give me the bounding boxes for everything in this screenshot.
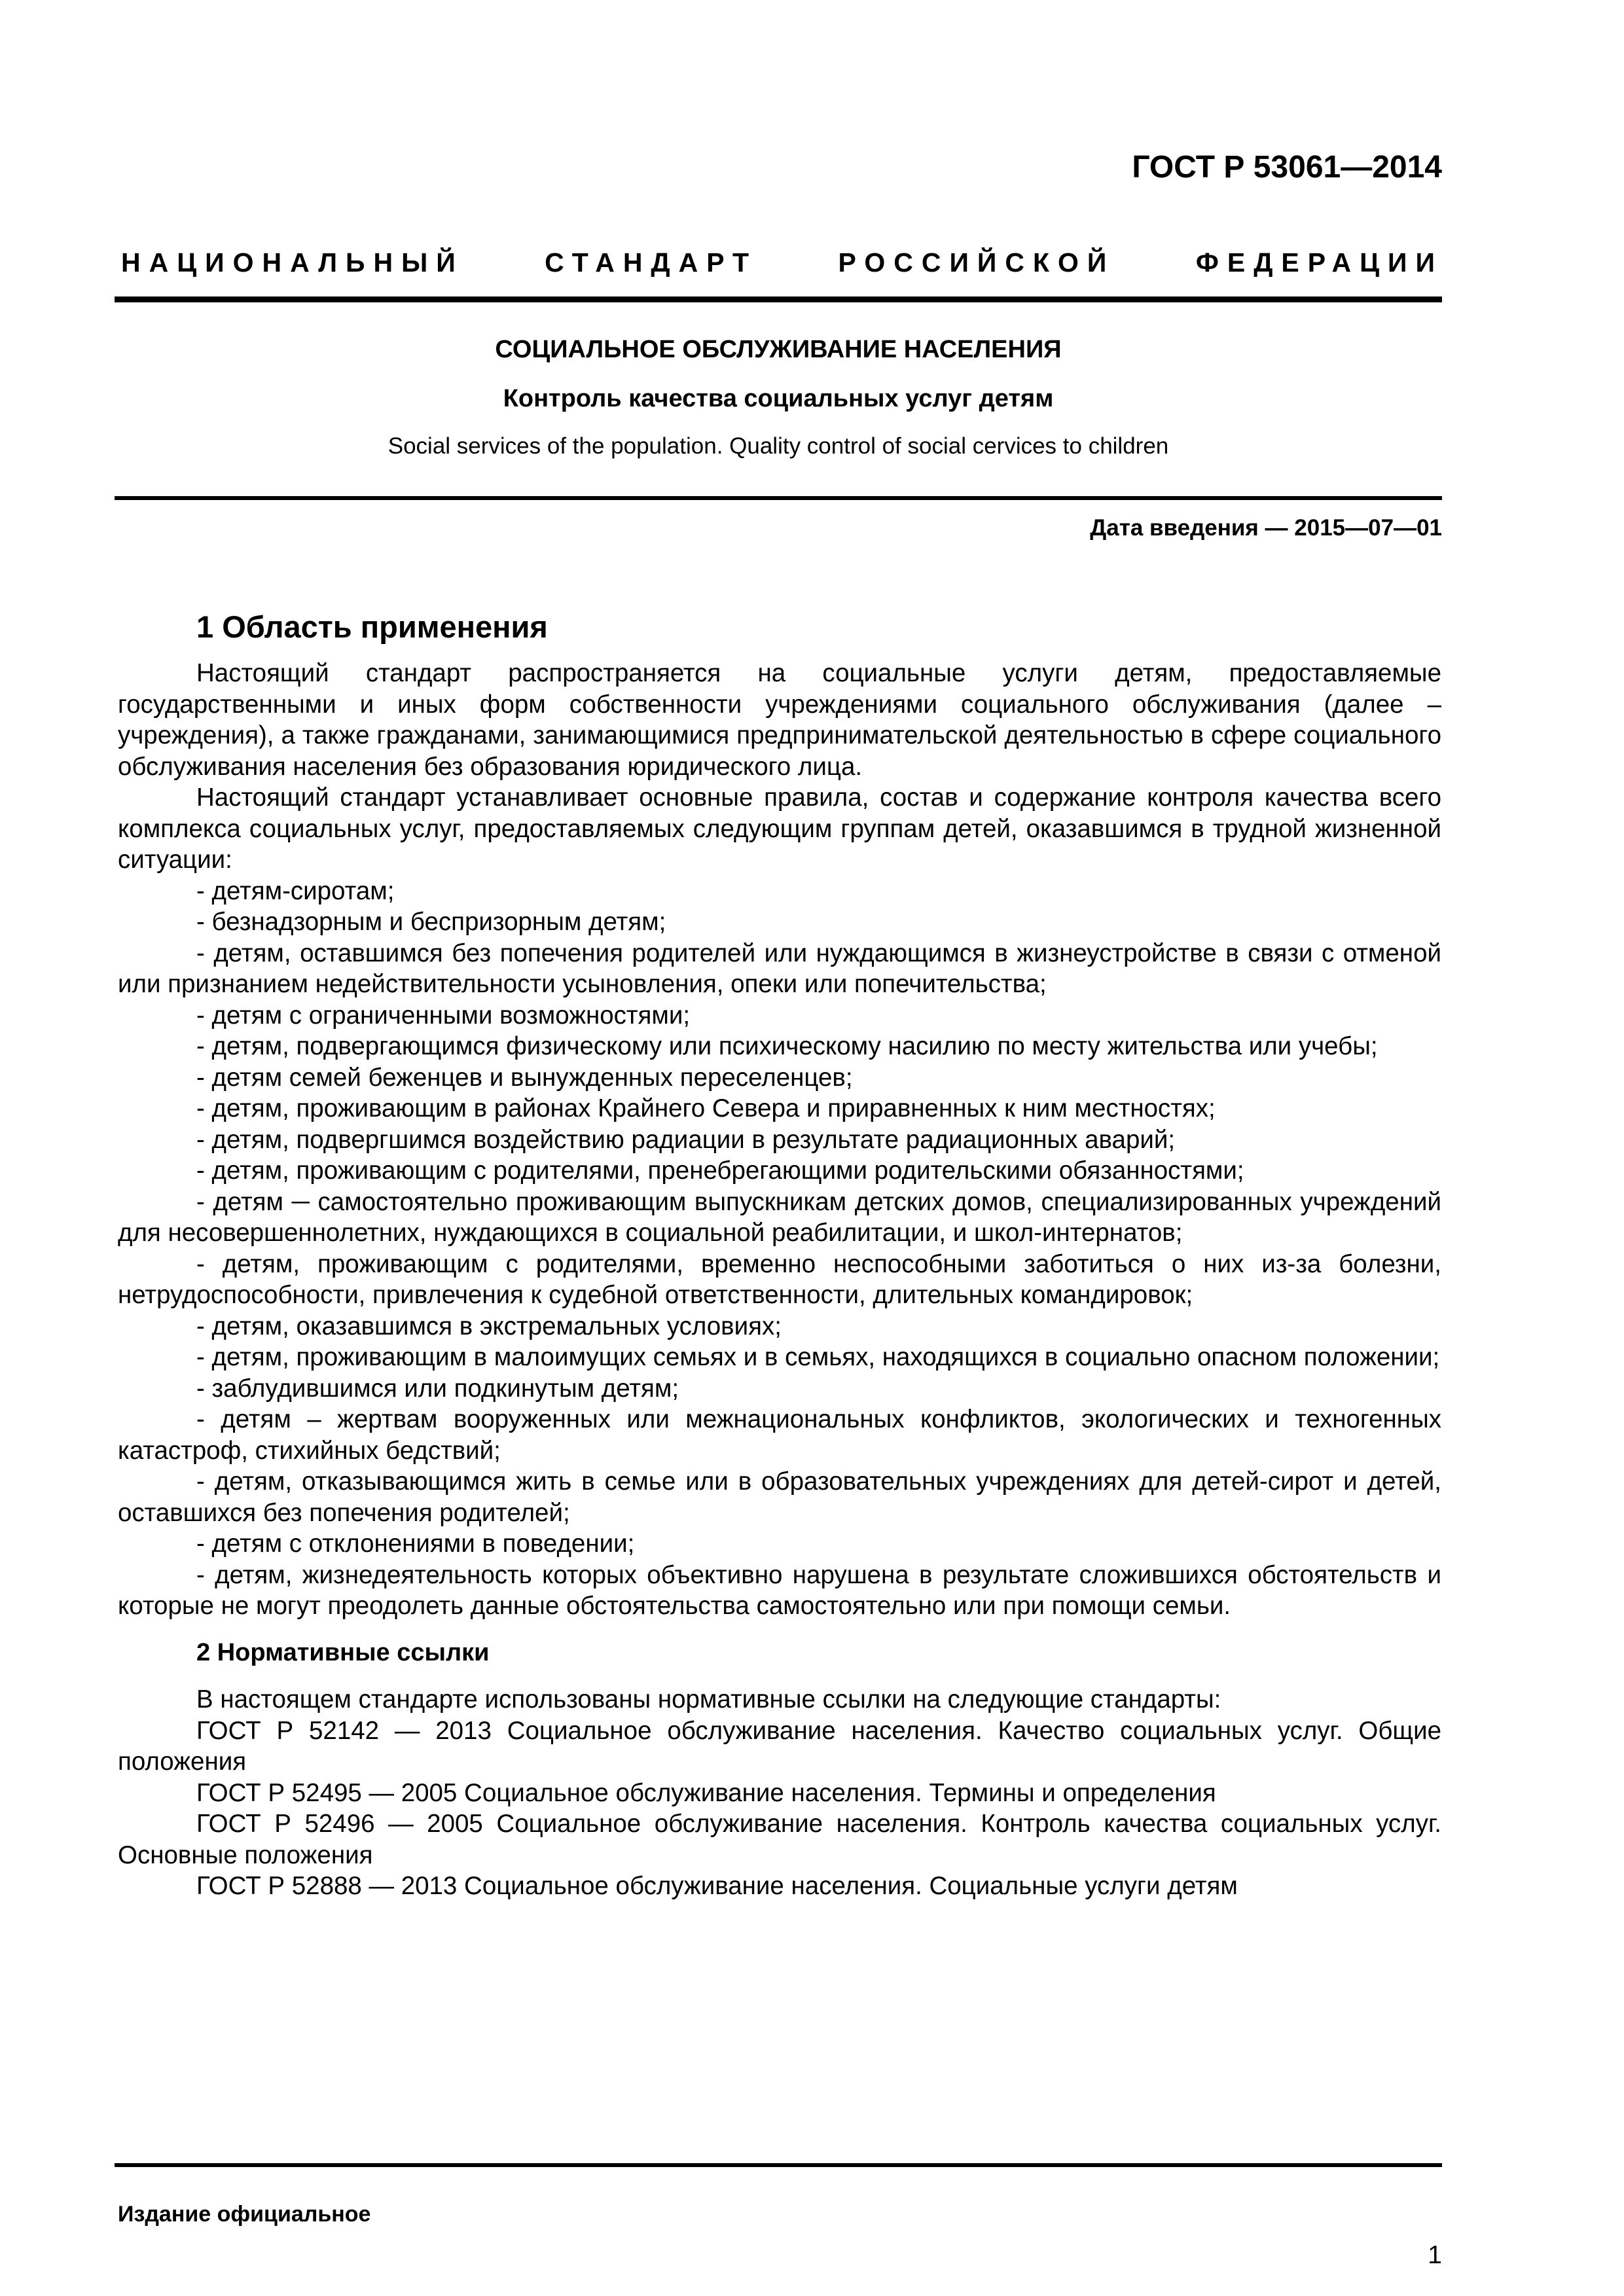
list-item: - детям с отклонениями в поведении; <box>196 1530 635 1558</box>
document-title: СОЦИАЛЬНОЕ ОБСЛУЖИВАНИЕ НАСЕЛЕНИЯ <box>495 336 1062 363</box>
section-1-paragraph: Настоящий стандарт распространяется на социальные услуги детям, предоставляемые государственными и иных форм собственности учреждениями социального обслуживания (далее – учреждения), а также гражданами, занимающимися предпринимательской деятельностью в сфере социального обслуживания населения без образования юридического лица. <box>118 659 1441 781</box>
list-item: - детям, проживающим с родителями, пренебрегающими родительскими обязанностями; <box>196 1157 1244 1185</box>
list-item: - детям, проживающим в малоимущих семьях и в семьях, находящихся в социально опасном положении; <box>196 1343 1440 1371</box>
reference-item: ГОСТ Р 52495 — 2005 Социальное обслуживание населения. Термины и определения <box>196 1778 1216 1807</box>
list-item: - детям ─ самостоятельно проживающим выпускникам детских домов, специализированных учреждений для несовершеннолетних, нуждающихся в социальной реабилитации, и школ-интернатов; <box>118 1187 1441 1247</box>
list-item: - детям, жизнедеятельность которых объективно нарушена в результате сложившихся обстоятельств и которые не могут преодолеть данные обстоятельства самостоятельно или при помощи семьи. <box>118 1560 1441 1620</box>
official-edition-label: Издание официальное <box>118 2202 371 2227</box>
document-title-english: Social services of the population. Quality control of social cervices to children <box>388 433 1169 459</box>
list-item: - детям семей беженцев и вынужденных переселенцев; <box>196 1063 853 1092</box>
footer-divider <box>115 2163 1442 2167</box>
title-divider <box>115 496 1442 500</box>
header-divider <box>115 296 1442 302</box>
section-2-paragraph: В настоящем стандарте использованы нормативные ссылки на следующие стандарты: <box>196 1685 1221 1713</box>
list-item: - детям, отказывающимся жить в семье или в образовательных учреждениях для детей-сирот и детей, оставшихся без попечения родителей; <box>118 1467 1441 1527</box>
list-item: - детям с ограниченными возможностями; <box>196 1001 691 1030</box>
introduction-date: Дата введения — 2015—07—01 <box>1090 515 1442 541</box>
gost-number: ГОСТ Р 53061—2014 <box>1132 150 1442 185</box>
section-2-heading: 2 Нормативные ссылки <box>196 1638 490 1666</box>
document-body <box>118 658 1441 1902</box>
list-item: - детям-сиротам; <box>196 876 395 905</box>
list-item: - безнадзорным и беспризорным детям; <box>196 908 666 936</box>
list-item: - детям – жертвам вооруженных или межнациональных конфликтов, экологических и техногенных катастроф, стихийных бедствий; <box>118 1405 1441 1465</box>
list-item: - детям, проживающим с родителями, временно неспособными заботиться о них из-за болезни, нетрудоспособности, привлечения к судебной ответственности, длительных командировок; <box>118 1249 1441 1309</box>
list-item: - детям, подвергающимся физическому или психическому насилию по месту жительства или учебы; <box>196 1032 1378 1060</box>
section-1-paragraph: Настоящий стандарт устанавливает основные правила, состав и содержание контроля качества всего комплекса социальных услуг, предоставляемых следующим группам детей, оказавшимся в трудной жизненной ситуации: <box>118 783 1441 874</box>
document-subtitle: Контроль качества социальных услуг детям <box>503 385 1054 412</box>
list-item: - детям, проживающим в районах Крайнего Севера и приравненных к ним местностях; <box>196 1094 1216 1122</box>
list-item: - детям, оказавшимся в экстремальных условиях; <box>196 1312 782 1340</box>
page-number: 1 <box>1428 2241 1442 2269</box>
list-item: - детям, подвергшимся воздействию радиации в результате радиационных аварий; <box>196 1125 1176 1154</box>
list-item: - детям, оставшимся без попечения родителей или нуждающимся в жизнеустройстве в связи с отменой или признанием недействительности усыновления, опеки или попечительства; <box>118 939 1441 998</box>
section-1-heading: 1 Область применения <box>196 609 548 644</box>
reference-item: ГОСТ Р 52142 — 2013 Социальное обслуживание населения. Качество социальных услуг. Общие положения <box>118 1716 1441 1776</box>
reference-item: ГОСТ Р 52888 — 2013 Социальное обслуживание населения. Социальные услуги детям <box>196 1872 1238 1900</box>
list-item: - заблудившимся или подкинутым детям; <box>196 1374 679 1403</box>
reference-item: ГОСТ Р 52496 — 2005 Социальное обслуживание населения. Контроль качества социальных услуг. Основные положения <box>118 1810 1441 1869</box>
national-standard-banner: НАЦИОНАЛЬНЫЙ СТАНДАРТ РОССИЙСКОЙ ФЕДЕРАЦИИ <box>121 247 1443 278</box>
